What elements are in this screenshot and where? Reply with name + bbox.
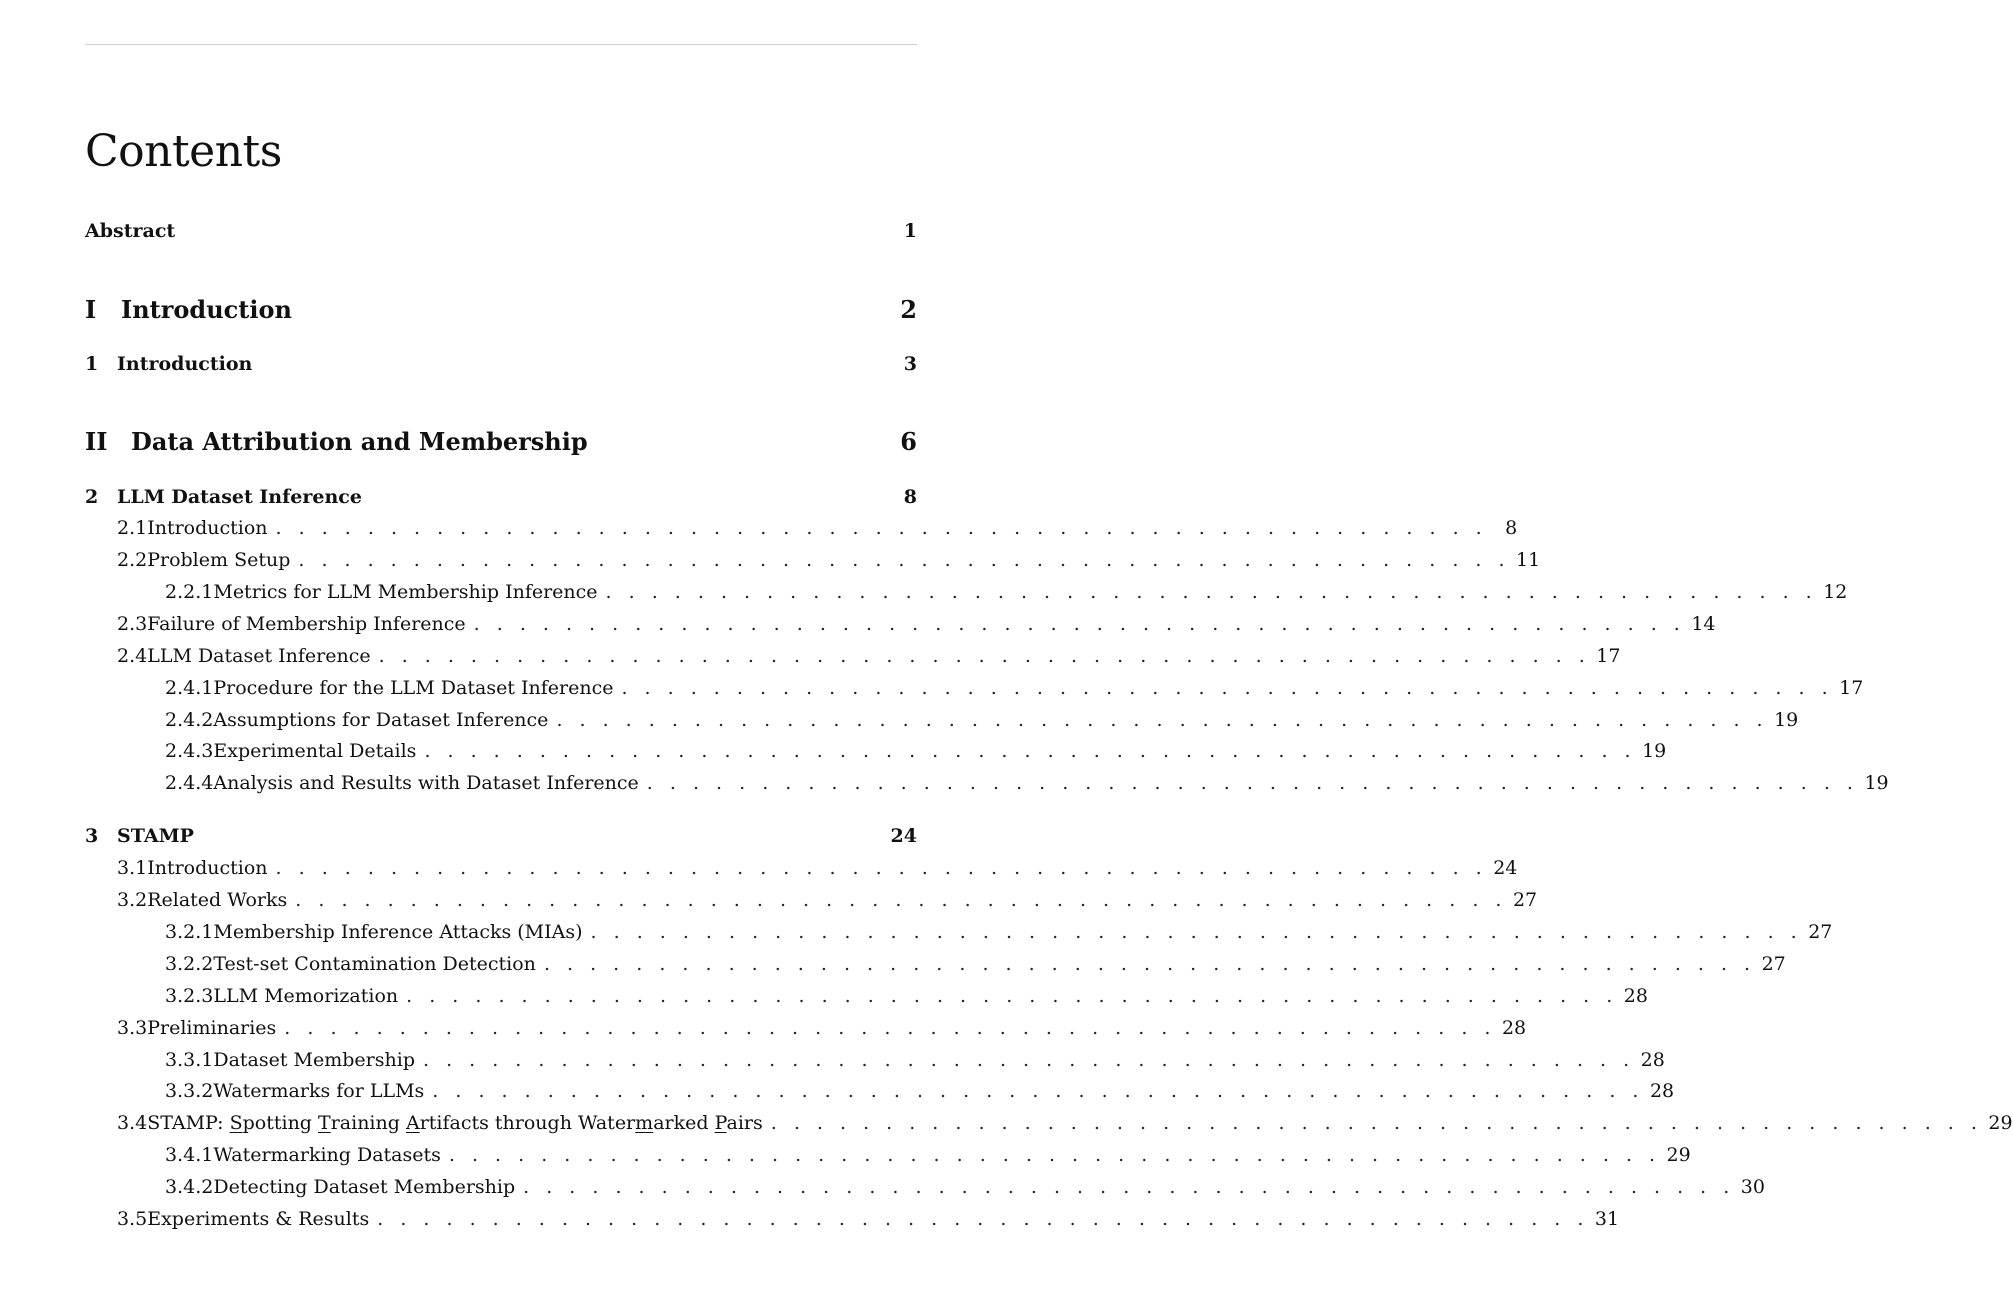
toc-label: Analysis and Results with Dataset Inference — [213, 772, 639, 794]
toc-page: 19 — [1864, 772, 1889, 794]
toc-section-2-2[interactable] — [85, 549, 1541, 571]
toc-leader-dots: . . . . . . . . . . . . . . . . . . . . . . . . . . . . . . . . . . . . . . . . . . . . . . . . . . . . . — [770, 1112, 1983, 1134]
toc-leader-dots: . . . . . . . . . . . . . . . . . . . . . . . . . . . . . . . . . . . . . . . . . . . . . . . . . . . . . — [473, 613, 1686, 635]
toc-page: 6 — [900, 427, 917, 456]
toc-page: 31 — [1594, 1208, 1620, 1230]
toc-section-number: 3.1 — [117, 857, 148, 879]
toc-section-number: 3.3.2 — [165, 1080, 214, 1102]
toc-section-3-1[interactable] — [85, 857, 1518, 879]
toc-label: Introduction — [121, 295, 292, 324]
toc-label: STAMP — [117, 825, 194, 847]
toc-label: Introduction — [117, 353, 253, 375]
toc-section-number: 2.4.3 — [165, 740, 214, 762]
toc-label: Introduction — [147, 517, 268, 539]
toc-page: 19 — [1642, 740, 1667, 762]
toc-page: 24 — [1493, 857, 1518, 879]
toc-leader-dots: . . . . . . . . . . . . . . . . . . . . . . . . . . . . . . . . . . . . . . . . . . . . . . . . . . . . . — [432, 1080, 1644, 1102]
toc-chapter-number: 2 — [85, 486, 99, 508]
toc-page: 27 — [1761, 953, 1786, 975]
toc-subsection-3-3-2[interactable] — [85, 1080, 1675, 1102]
toc-chapter-number: 3 — [85, 825, 99, 847]
toc-label: Data Attribution and Membership — [131, 427, 588, 456]
toc-page: 8 — [1505, 517, 1518, 539]
toc-page: 17 — [1839, 677, 1864, 699]
toc-chapter-2[interactable] — [85, 486, 917, 508]
toc-subsection-3-4-2[interactable] — [85, 1176, 1765, 1198]
toc-section-number: 3.3 — [117, 1017, 148, 1039]
toc-section-number: 3.5 — [117, 1208, 148, 1230]
toc-subsection-3-2-2[interactable] — [85, 953, 1786, 975]
toc-leader-dots: . . . . . . . . . . . . . . . . . . . . . . . . . . . . . . . . . . . . . . . . . . . . . . . . . . . . . — [422, 1049, 1635, 1071]
toc-label: Procedure for the LLM Dataset Inference — [213, 677, 614, 699]
toc-subsection-2-4-2[interactable] — [85, 709, 1799, 731]
toc-part-number: I — [85, 295, 97, 324]
toc-leader-dots: . . . . . . . . . . . . . . . . . . . . . . . . . . . . . . . . . . . . . . . . . . . . . . . . . . . . . — [605, 581, 1818, 603]
toc-section-2-4[interactable] — [85, 645, 1621, 667]
toc-section-number: 2.2 — [117, 549, 148, 571]
toc-subsection-2-2-1[interactable] — [85, 581, 1848, 603]
toc-page: 28 — [1640, 1049, 1665, 1071]
toc-label: LLM Dataset Inference — [117, 486, 362, 508]
toc-section-2-3[interactable] — [85, 613, 1716, 635]
toc-subsection-3-2-1[interactable] — [85, 921, 1833, 943]
toc-leader-dots: . . . . . . . . . . . . . . . . . . . . . . . . . . . . . . . . . . . . . . . . . . . . . . . . . . . . . — [523, 1176, 1735, 1198]
toc-leader-dots: . . . . . . . . . . . . . . . . . . . . . . . . . . . . . . . . . . . . . . . . . . . . . . . . . . . . . — [448, 1144, 1661, 1166]
toc-page: 27 — [1512, 889, 1538, 911]
toc-subsection-3-4-1[interactable] — [85, 1144, 1691, 1166]
toc-section-number: 3.3.1 — [165, 1049, 214, 1071]
toc-label: LLM Memorization — [213, 985, 399, 1007]
toc-label: Problem Setup — [147, 549, 291, 571]
toc-section-number: 3.4.1 — [165, 1144, 214, 1166]
toc-section-number: 2.4 — [117, 645, 148, 667]
toc-section-number: 2.4.2 — [165, 709, 214, 731]
toc-leader-dots: . . . . . . . . . . . . . . . . . . . . . . . . . . . . . . . . . . . . . . . . . . . . . . . . . . . . . — [543, 953, 1756, 975]
toc-leader-dots: . . . . . . . . . . . . . . . . . . . . . . . . . . . . . . . . . . . . . . . . . . . . . . . . . . . . . — [377, 1208, 1589, 1230]
header-rule — [85, 44, 917, 45]
toc-label: Abstract — [85, 220, 176, 242]
toc-section-number: 3.2.2 — [165, 953, 214, 975]
toc-leader-dots: . . . . . . . . . . . . . . . . . . . . . . . . . . . . . . . . . . . . . . . . . . . . . . . . . . . . . — [275, 517, 1488, 539]
toc-chapter-1[interactable] — [85, 353, 917, 375]
toc-label: Dataset Membership — [213, 1049, 415, 1071]
toc-page: 28 — [1649, 1080, 1675, 1102]
toc-part-number: II — [85, 427, 108, 456]
toc-entry-abstract[interactable] — [85, 220, 917, 242]
toc-leader-dots: . . . . . . . . . . . . . . . . . . . . . . . . . . . . . . . . . . . . . . . . . . . . . . . . . . . . . — [378, 645, 1591, 667]
toc-label: Experimental Details — [213, 740, 417, 762]
toc-page: 27 — [1808, 921, 1833, 943]
toc-subsection-2-4-4[interactable] — [85, 772, 1889, 794]
toc-label: Introduction — [147, 857, 268, 879]
toc-section-number: 2.4.1 — [165, 677, 214, 699]
toc-label: Test-set Contamination Detection — [213, 953, 536, 975]
toc-section-3-2[interactable] — [85, 889, 1538, 911]
toc-label: Detecting Dataset Membership — [213, 1176, 516, 1198]
toc-label: Related Works — [147, 889, 288, 911]
toc-section-3-4[interactable] — [85, 1112, 2013, 1134]
toc-label: Membership Inference Attacks (MIAs) — [213, 921, 583, 943]
toc-section-number: 3.4 — [117, 1112, 148, 1134]
toc-page: 8 — [903, 486, 917, 508]
toc-leader-dots: . . . . . . . . . . . . . . . . . . . . . . . . . . . . . . . . . . . . . . . . . . . . . . . . . . . . . — [295, 889, 1507, 911]
toc-page: 29 — [1666, 1144, 1691, 1166]
toc-leader-dots: . . . . . . . . . . . . . . . . . . . . . . . . . . . . . . . . . . . . . . . . . . . . . . . . . . . . . — [646, 772, 1859, 794]
toc-chapter-number: 1 — [85, 353, 99, 375]
toc-section-number: 3.4.2 — [165, 1176, 214, 1198]
toc-label: Failure of Membership Inference — [147, 613, 466, 635]
toc-section-number: 2.2.1 — [165, 581, 214, 603]
toc-leader-dots: . . . . . . . . . . . . . . . . . . . . . . . . . . . . . . . . . . . . . . . . . . . . . . . . . . . . . — [424, 740, 1637, 762]
toc-page: 1 — [903, 220, 917, 242]
toc-page: 11 — [1516, 549, 1541, 571]
toc-page: 2 — [900, 295, 917, 324]
toc-subsection-2-4-1[interactable] — [85, 677, 1864, 699]
toc-page: 12 — [1823, 581, 1848, 603]
toc-section-number: 3.2.1 — [165, 921, 214, 943]
toc-page: 29 — [1988, 1112, 2013, 1134]
toc-page: 28 — [1623, 985, 1648, 1007]
toc-page: 3 — [903, 353, 917, 375]
toc-page: 14 — [1691, 613, 1716, 635]
toc-page: 17 — [1596, 645, 1621, 667]
toc-leader-dots: . . . . . . . . . . . . . . . . . . . . . . . . . . . . . . . . . . . . . . . . . . . . . . . . . . . . . — [298, 549, 1511, 571]
toc-leader-dots: . . . . . . . . . . . . . . . . . . . . . . . . . . . . . . . . . . . . . . . . . . . . . . . . . . . . . — [556, 709, 1769, 731]
toc-label: Metrics for LLM Membership Inference — [213, 581, 598, 603]
toc-label: Preliminaries — [147, 1017, 277, 1039]
toc-label: STAMP: Spotting Training Artifacts through Watermarked Pairs — [147, 1112, 763, 1134]
toc-leader-dots: . . . . . . . . . . . . . . . . . . . . . . . . . . . . . . . . . . . . . . . . . . . . . . . . . . . . . — [275, 857, 1488, 879]
toc-label: LLM Dataset Inference — [147, 645, 371, 667]
toc-part-1[interactable] — [85, 295, 917, 324]
toc-leader-dots: . . . . . . . . . . . . . . . . . . . . . . . . . . . . . . . . . . . . . . . . . . . . . . . . . . . . . — [406, 985, 1618, 1007]
toc-section-number: 3.2 — [117, 889, 148, 911]
toc-subsection-3-3-1[interactable] — [85, 1049, 1665, 1071]
toc-subsection-2-4-3[interactable] — [85, 740, 1667, 762]
toc-leader-dots: . . . . . . . . . . . . . . . . . . . . . . . . . . . . . . . . . . . . . . . . . . . . . . . . . . . . . — [621, 677, 1834, 699]
toc-label: Watermarks for LLMs — [213, 1080, 425, 1102]
toc-leader-dots: . . . . . . . . . . . . . . . . . . . . . . . . . . . . . . . . . . . . . . . . . . . . . . . . . . . . . — [284, 1017, 1496, 1039]
toc-section-number: 2.1 — [117, 517, 148, 539]
toc-label: Assumptions for Dataset Inference — [213, 709, 549, 731]
toc-section-number: 2.3 — [117, 613, 148, 635]
toc-chapter-3[interactable] — [85, 825, 917, 847]
toc-page: 19 — [1774, 709, 1799, 731]
toc-section-number: 2.4.4 — [165, 772, 214, 794]
toc-label: Watermarking Datasets — [213, 1144, 441, 1166]
toc-section-3-5[interactable] — [85, 1208, 1620, 1230]
toc-section-number: 3.2.3 — [165, 985, 214, 1007]
toc-subsection-3-2-3[interactable] — [85, 985, 1648, 1007]
toc-section-3-3[interactable] — [85, 1017, 1527, 1039]
toc-leader-dots: . . . . . . . . . . . . . . . . . . . . . . . . . . . . . . . . . . . . . . . . . . . . . . . . . . . . . — [590, 921, 1803, 943]
page-title: Contents — [85, 126, 282, 177]
toc-page: 24 — [890, 825, 917, 847]
toc-page: 30 — [1740, 1176, 1765, 1198]
toc-page: 28 — [1501, 1017, 1527, 1039]
toc-section-2-1[interactable] — [85, 517, 1518, 539]
toc-part-2[interactable] — [85, 427, 917, 456]
toc-label: Experiments & Results — [147, 1208, 370, 1230]
